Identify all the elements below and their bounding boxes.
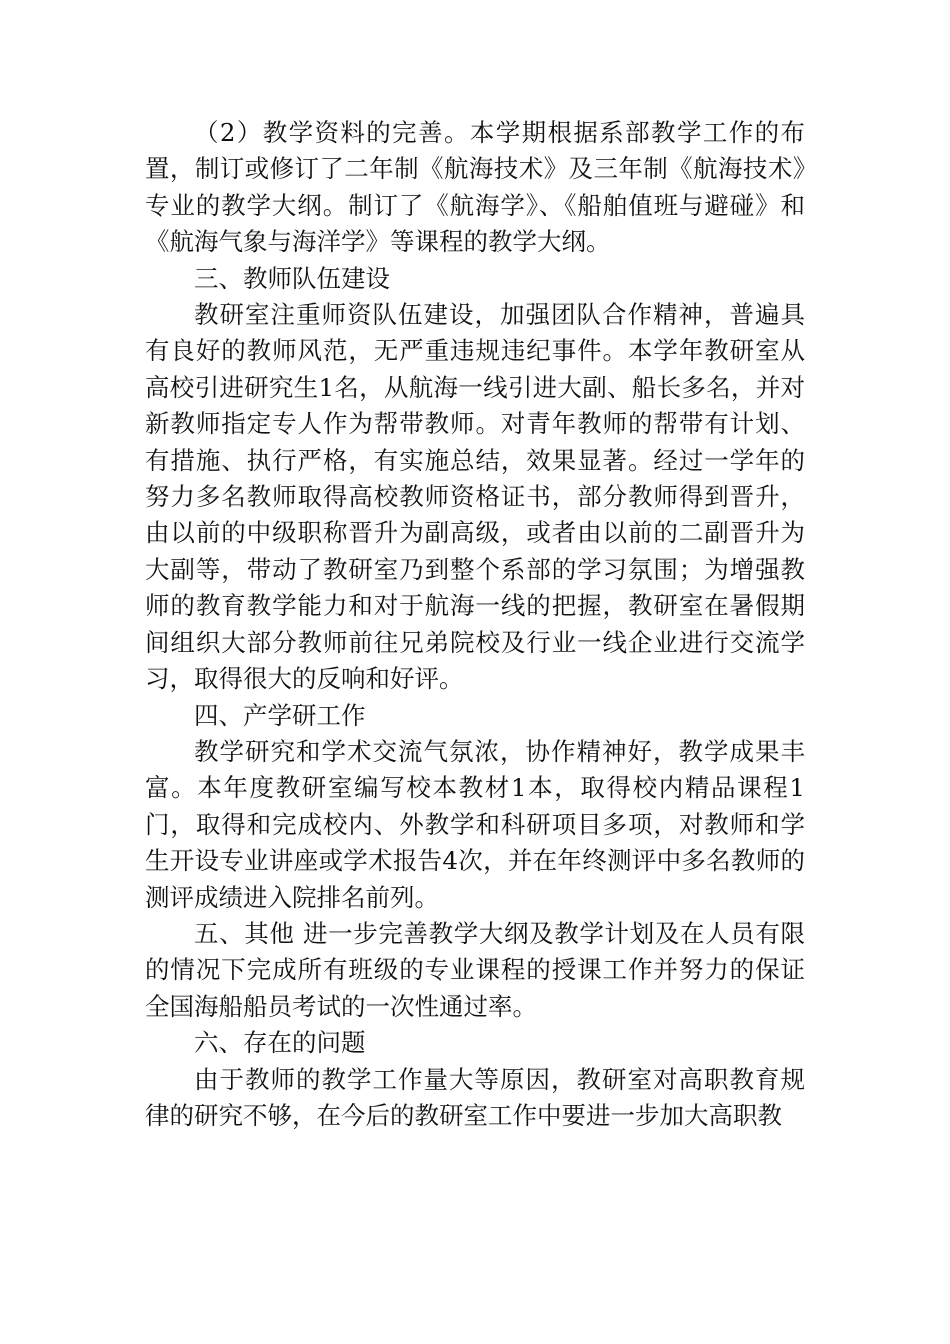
para-industry-research: 教学研究和学术交流气氛浓，协作精神好，教学成果丰富。本年度教研室编写校本教材1本，取得校内精品课程1门，取得和完成校内、外教学和科研项目多项，对教师和学生开设专业讲座或学术报告4次，并在年终测评中多名教师的测评成绩进入院排名前列。 <box>145 736 805 912</box>
para-other: 五、其他 进一步完善教学大纲及教学计划及在人员有限的情况下完成所有班级的专业课程的授课工作并努力的保证全国海船船员考试的一次性通过率。 <box>145 918 805 1021</box>
document-body <box>145 115 805 1134</box>
heading-problems: 六、存在的问题 <box>194 1028 366 1058</box>
heading-industry-research: 四、产学研工作 <box>194 700 366 730</box>
para-teacher-team: 教研室注重师资队伍建设，加强团队合作精神，普遍具有良好的教师风范，无严重违规违纪事件。本学年教研室从高校引进研究生1名，从航海一线引进大副、船长多名，并对新教师指定专人作为帮带教师。对青年教师的帮带有计划、有措施、执行严格，有实施总结，效果显著。经过一学年的努力多名教师取得高校教师资格证书，部分教师得到晋升，由以前的中级职称晋升为副高级，或者由以前的二副晋升为大副等，带动了教研室乃到整个系部的学习氛围；为增强教师的教育教学能力和对于航海一线的把握，教研室在暑假期间组织大部分教师前往兄弟院校及行业一线企业进行交流学习，取得很大的反响和好评。 <box>145 300 805 694</box>
para-problems: 由于教师的教学工作量大等原因，教研室对高职教育规律的研究不够，在今后的教研室工作中要进一步加大高职教 <box>145 1064 805 1130</box>
para-teaching-materials: （2）教学资料的完善。本学期根据系部教学工作的布置，制订或修订了二年制《航海技术》及三年制《航海技术》专业的教学大纲。制订了《航海学》、《船舶值班与避碰》和《航海气象与海洋学》等课程的教学大纲。 <box>145 118 805 257</box>
heading-teacher-team: 三、教师队伍建设 <box>194 263 390 293</box>
